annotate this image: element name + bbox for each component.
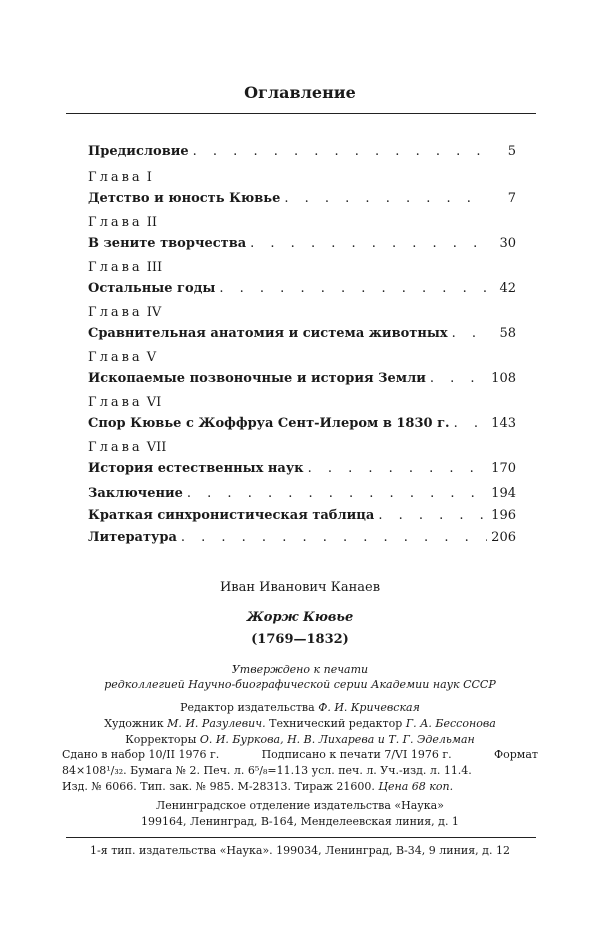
chapter-5 — [88, 348, 516, 390]
toc-entry-chapter-6[interactable] — [88, 413, 516, 435]
chapter-heading: Глава III — [88, 260, 163, 275]
leader-dots — [193, 141, 488, 163]
leader-dots — [454, 413, 488, 435]
toc-page-number: 108 — [491, 371, 516, 386]
page-title: Оглавление — [244, 83, 356, 102]
toc-page-number: 206 — [491, 530, 516, 545]
approval-note: Утверждено к печати редколлегией Научно-биографической серии Академии наук СССР — [104, 663, 496, 691]
toc-entry-label: Предисловие — [88, 144, 189, 159]
book-title: Жорж Кювье — [246, 610, 354, 625]
credits — [60, 700, 540, 748]
leader-dots — [284, 188, 488, 210]
imprint-block — [60, 578, 540, 748]
chapter-4 — [88, 303, 516, 345]
toc-page-number: 30 — [499, 236, 516, 251]
leader-dots — [430, 368, 487, 390]
chapter-heading: Глава IV — [88, 305, 162, 320]
print-details — [62, 747, 538, 795]
chapter-heading: Глава VI — [88, 395, 162, 410]
chapter-heading: Глава II — [88, 215, 157, 230]
toc-entry-label: Заключение — [88, 486, 183, 501]
publisher-address: Ленинградское отделение издательства «Наука» 199164, Ленинград, В-164, Менделеевская линия, д. 1 — [141, 799, 459, 828]
toc-entry-bibliography[interactable] — [88, 527, 516, 549]
toc-page-number: 7 — [507, 191, 516, 206]
chapter-6 — [88, 393, 516, 435]
chapter-2 — [88, 213, 516, 255]
toc-page-number: 5 — [507, 144, 516, 159]
toc-page-number: 194 — [491, 486, 516, 501]
toc-page-number: 42 — [499, 281, 516, 296]
leader-dots — [250, 233, 488, 255]
leader-dots — [219, 278, 488, 300]
print-line-2: 84×108¹/₃₂. Бумага № 2. Печ. л. 6⁵/₈=11.13 усл. печ. л. Уч.-изд. л. 11.4. — [62, 764, 472, 777]
bottom-divider — [66, 837, 536, 838]
chapter-heading: Глава VII — [88, 440, 167, 455]
toc-entry-chapter-7[interactable] — [88, 458, 516, 480]
toc-page-number: 170 — [491, 461, 516, 476]
leader-dots — [378, 505, 487, 527]
toc-entry-label: Спор Кювье с Жоффруа Сент-Илером в 1830 г. — [88, 416, 450, 431]
toc-page-number: 58 — [499, 326, 516, 341]
toc-entry-label: Остальные годы — [88, 281, 216, 296]
chapter-heading: Глава I — [88, 170, 152, 185]
toc-entry-label: Детство и юность Кювье — [88, 191, 281, 206]
chapter-3 — [88, 258, 516, 300]
leader-dots — [181, 527, 487, 549]
toc-entry-preface[interactable] — [88, 141, 516, 163]
author-name: Иван Иванович Канаев — [219, 580, 381, 595]
toc-entry-label: Ископаемые позвоночные и история Земли — [88, 371, 426, 386]
toc-entry-chapter-3[interactable] — [88, 278, 516, 300]
printer-address: 1-я тип. издательства «Наука». 199034, Ленинград, В-34, 9 линия, д. 12 — [90, 844, 510, 857]
toc-entry-label: Краткая синхронистическая таблица — [88, 508, 375, 523]
chapter-heading: Глава V — [88, 350, 157, 365]
toc-page-number: 196 — [491, 508, 516, 523]
toc-entry-conclusion[interactable] — [88, 483, 516, 505]
title-divider — [66, 113, 536, 114]
chapter-7 — [88, 438, 516, 480]
toc-entry-chapter-4[interactable] — [88, 323, 516, 345]
print-line-1: Сдано в набор 10/II 1976 г. Подписано к печати 7/VI 1976 г. Формат — [62, 748, 538, 761]
table-of-contents — [88, 141, 516, 549]
life-years: (1769—1832) — [251, 632, 349, 647]
toc-entry-label: Литература — [88, 530, 177, 545]
toc-entry-chapter-5[interactable] — [88, 368, 516, 390]
toc-entry-label: История естественных наук — [88, 461, 304, 476]
editor-credit: Редактор издательства Ф. И. Кричевская — [180, 701, 420, 714]
toc-page-number: 143 — [491, 416, 516, 431]
chapter-1 — [88, 168, 516, 210]
toc-entry-chapter-1[interactable] — [88, 188, 516, 210]
toc-entry-chronology[interactable] — [88, 505, 516, 527]
toc-entry-label: Сравнительная анатомия и система животных — [88, 326, 448, 341]
artist-credit: Художник М. И. Разулевич. Технический редактор Г. А. Бессонова — [104, 717, 496, 730]
toc-entry-label: В зените творчества — [88, 236, 247, 251]
leader-dots — [308, 458, 488, 480]
correctors-credit: Корректоры О. И. Буркова, Н. В. Лихарева и Т. Г. Эдельман — [125, 733, 475, 746]
toc-entry-chapter-2[interactable] — [88, 233, 516, 255]
print-line-3: Изд. № 6066. Тип. зак. № 985. М-28313. Тираж 21600. Цена 68 коп. — [62, 780, 454, 793]
leader-dots — [187, 483, 487, 505]
leader-dots — [452, 323, 488, 345]
